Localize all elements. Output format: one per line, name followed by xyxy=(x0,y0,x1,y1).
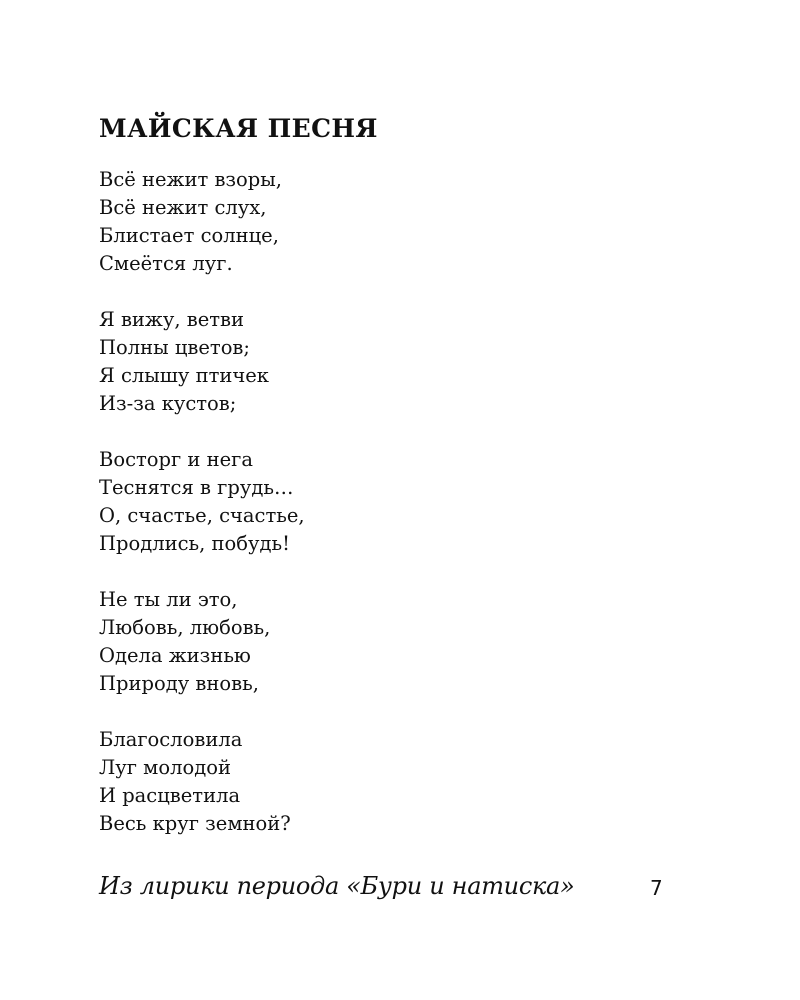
verse-line: Смеётся луг. xyxy=(99,252,233,275)
verse-line: О, счастье, счастье, xyxy=(99,504,305,527)
page-number: 7 xyxy=(650,876,663,900)
verse-line: Теснятся в грудь… xyxy=(99,476,294,499)
running-head: Из лирики периода «Бури и натиска» xyxy=(99,872,575,900)
verse-line: Продлись, побудь! xyxy=(99,532,290,555)
verse-line: Блистает солнце, xyxy=(99,224,279,247)
verse-line: Полны цветов; xyxy=(99,336,250,359)
verse-line: Любовь, любовь, xyxy=(99,616,271,639)
verse-line: Одела жизнью xyxy=(99,644,251,667)
poem-title: МАЙСКАЯ ПЕСНЯ xyxy=(99,114,378,143)
verse-line: Луг молодой xyxy=(99,756,231,779)
verse-line: Я слышу птичек xyxy=(99,364,269,387)
stanza-5 xyxy=(99,726,659,838)
verse-line: Весь круг земной? xyxy=(99,812,291,835)
verse-line: Благословила xyxy=(99,728,243,751)
page-footer xyxy=(99,872,663,912)
verse-line: И расцветила xyxy=(99,784,241,807)
verse-line: Природу вновь, xyxy=(99,672,259,695)
verse-line: Из-за кустов; xyxy=(99,392,237,415)
verse-line: Всё нежит взоры, xyxy=(99,168,283,191)
poem-body xyxy=(99,166,659,866)
verse-line: Не ты ли это, xyxy=(99,588,238,611)
stanza-4 xyxy=(99,586,659,698)
stanza-1 xyxy=(99,166,659,278)
stanza-2 xyxy=(99,306,659,418)
verse-line: Всё нежит слух, xyxy=(99,196,267,219)
verse-line: Я вижу, ветви xyxy=(99,308,245,331)
stanza-3 xyxy=(99,446,659,558)
verse-line: Восторг и нега xyxy=(99,448,253,471)
